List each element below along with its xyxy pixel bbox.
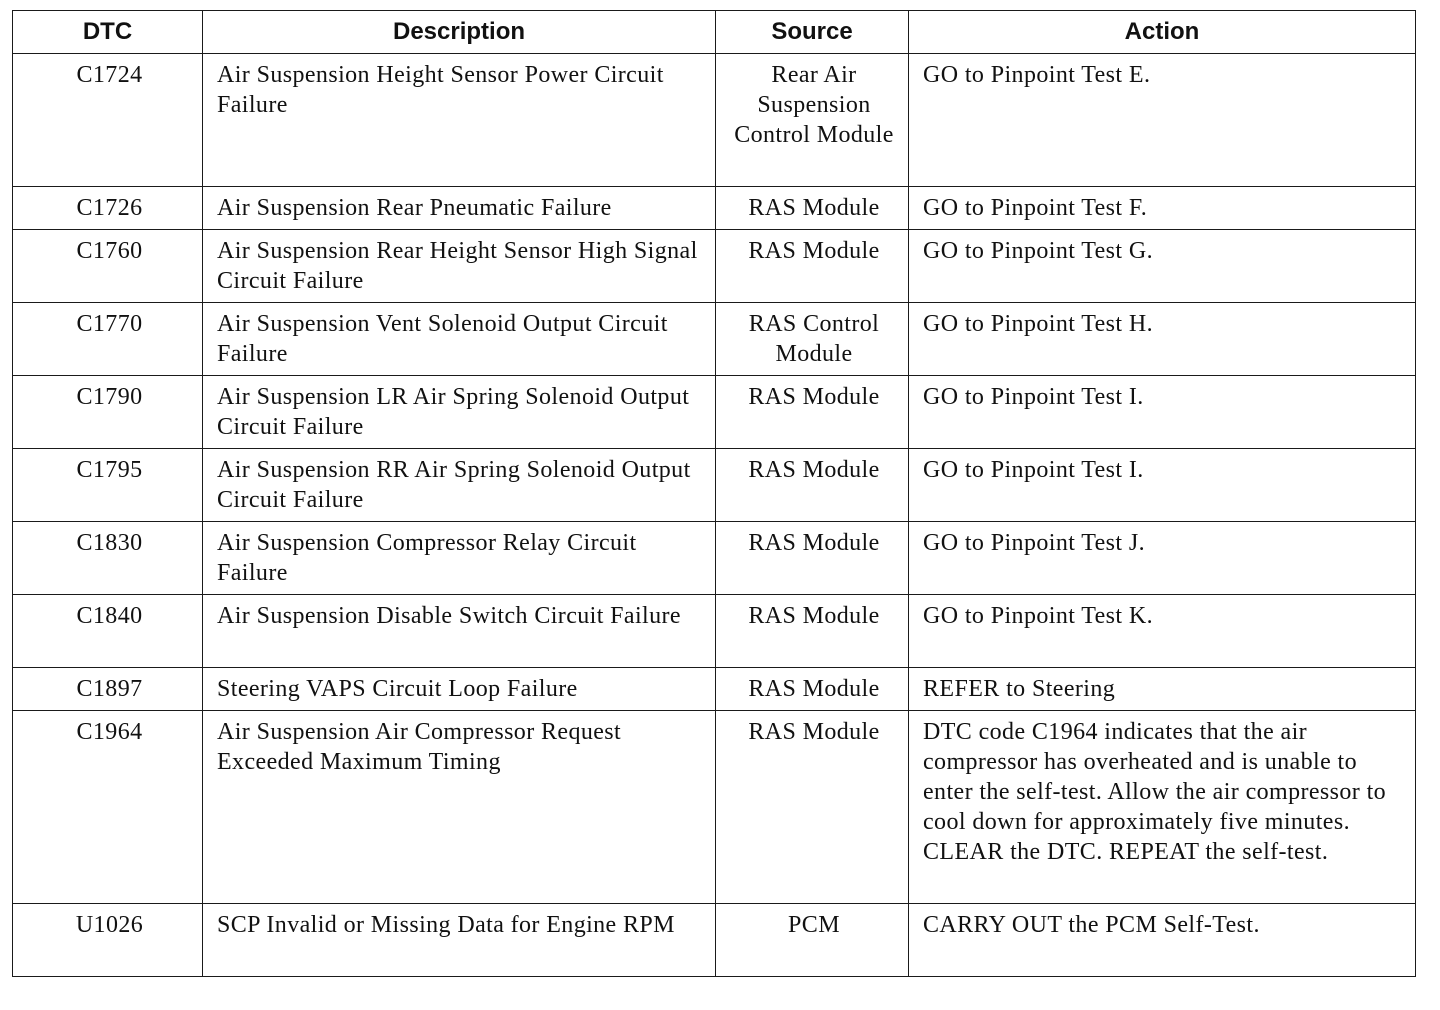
dtc-code: C1760 bbox=[13, 230, 203, 303]
dtc-source: RAS Module bbox=[716, 711, 909, 904]
table-row bbox=[13, 904, 1416, 977]
dtc-code: U1026 bbox=[13, 904, 203, 977]
dtc-code: C1830 bbox=[13, 522, 203, 595]
header-action: Action bbox=[909, 11, 1416, 54]
dtc-description: Air Suspension Air Compressor Request Exceeded Maximum Timing bbox=[203, 711, 716, 904]
dtc-description: Air Suspension Height Sensor Power Circuit Failure bbox=[203, 54, 716, 187]
dtc-action: REFER to Steering bbox=[909, 668, 1416, 711]
table-row bbox=[13, 230, 1416, 303]
dtc-description: Air Suspension RR Air Spring Solenoid Output Circuit Failure bbox=[203, 449, 716, 522]
dtc-code: C1964 bbox=[13, 711, 203, 904]
dtc-code: C1795 bbox=[13, 449, 203, 522]
header-dtc: DTC bbox=[13, 11, 203, 54]
table-row bbox=[13, 376, 1416, 449]
dtc-description: Air Suspension LR Air Spring Solenoid Output Circuit Failure bbox=[203, 376, 716, 449]
dtc-action: GO to Pinpoint Test G. bbox=[909, 230, 1416, 303]
table-row bbox=[13, 668, 1416, 711]
dtc-source: RAS Module bbox=[716, 449, 909, 522]
dtc-source: RAS Module bbox=[716, 187, 909, 230]
table-row bbox=[13, 187, 1416, 230]
dtc-source: RAS Module bbox=[716, 668, 909, 711]
dtc-source: PCM bbox=[716, 904, 909, 977]
dtc-action: CARRY OUT the PCM Self-Test. bbox=[909, 904, 1416, 977]
dtc-description: Air Suspension Vent Solenoid Output Circuit Failure bbox=[203, 303, 716, 376]
dtc-description: Air Suspension Rear Pneumatic Failure bbox=[203, 187, 716, 230]
dtc-action: GO to Pinpoint Test F. bbox=[909, 187, 1416, 230]
dtc-description: SCP Invalid or Missing Data for Engine RPM bbox=[203, 904, 716, 977]
header-source: Source bbox=[716, 11, 909, 54]
dtc-table bbox=[12, 10, 1416, 977]
dtc-action: GO to Pinpoint Test J. bbox=[909, 522, 1416, 595]
dtc-description: Steering VAPS Circuit Loop Failure bbox=[203, 668, 716, 711]
dtc-source: Rear Air Suspension Control Module bbox=[716, 54, 909, 187]
table-row bbox=[13, 449, 1416, 522]
dtc-action: DTC code C1964 indicates that the air compressor has overheated and is unable to enter the self-test. Allow the air compressor to cool down for approximately five minutes. CLEAR the DTC. REPEAT the self-test. bbox=[909, 711, 1416, 904]
dtc-code: C1726 bbox=[13, 187, 203, 230]
dtc-action: GO to Pinpoint Test I. bbox=[909, 376, 1416, 449]
dtc-code: C1840 bbox=[13, 595, 203, 668]
table-row bbox=[13, 522, 1416, 595]
dtc-source: RAS Control Module bbox=[716, 303, 909, 376]
dtc-description: Air Suspension Disable Switch Circuit Failure bbox=[203, 595, 716, 668]
dtc-source: RAS Module bbox=[716, 230, 909, 303]
table-row bbox=[13, 711, 1416, 904]
dtc-action: GO to Pinpoint Test H. bbox=[909, 303, 1416, 376]
table-row bbox=[13, 54, 1416, 187]
dtc-description: Air Suspension Rear Height Sensor High Signal Circuit Failure bbox=[203, 230, 716, 303]
dtc-code: C1897 bbox=[13, 668, 203, 711]
dtc-action: GO to Pinpoint Test E. bbox=[909, 54, 1416, 187]
dtc-source: RAS Module bbox=[716, 522, 909, 595]
header-description: Description bbox=[203, 11, 716, 54]
dtc-source: RAS Module bbox=[716, 595, 909, 668]
dtc-code: C1724 bbox=[13, 54, 203, 187]
dtc-action: GO to Pinpoint Test I. bbox=[909, 449, 1416, 522]
dtc-action: GO to Pinpoint Test K. bbox=[909, 595, 1416, 668]
dtc-code: C1790 bbox=[13, 376, 203, 449]
dtc-code: C1770 bbox=[13, 303, 203, 376]
header-row bbox=[13, 11, 1416, 54]
table-row bbox=[13, 303, 1416, 376]
table-row bbox=[13, 595, 1416, 668]
dtc-description: Air Suspension Compressor Relay Circuit Failure bbox=[203, 522, 716, 595]
dtc-source: RAS Module bbox=[716, 376, 909, 449]
